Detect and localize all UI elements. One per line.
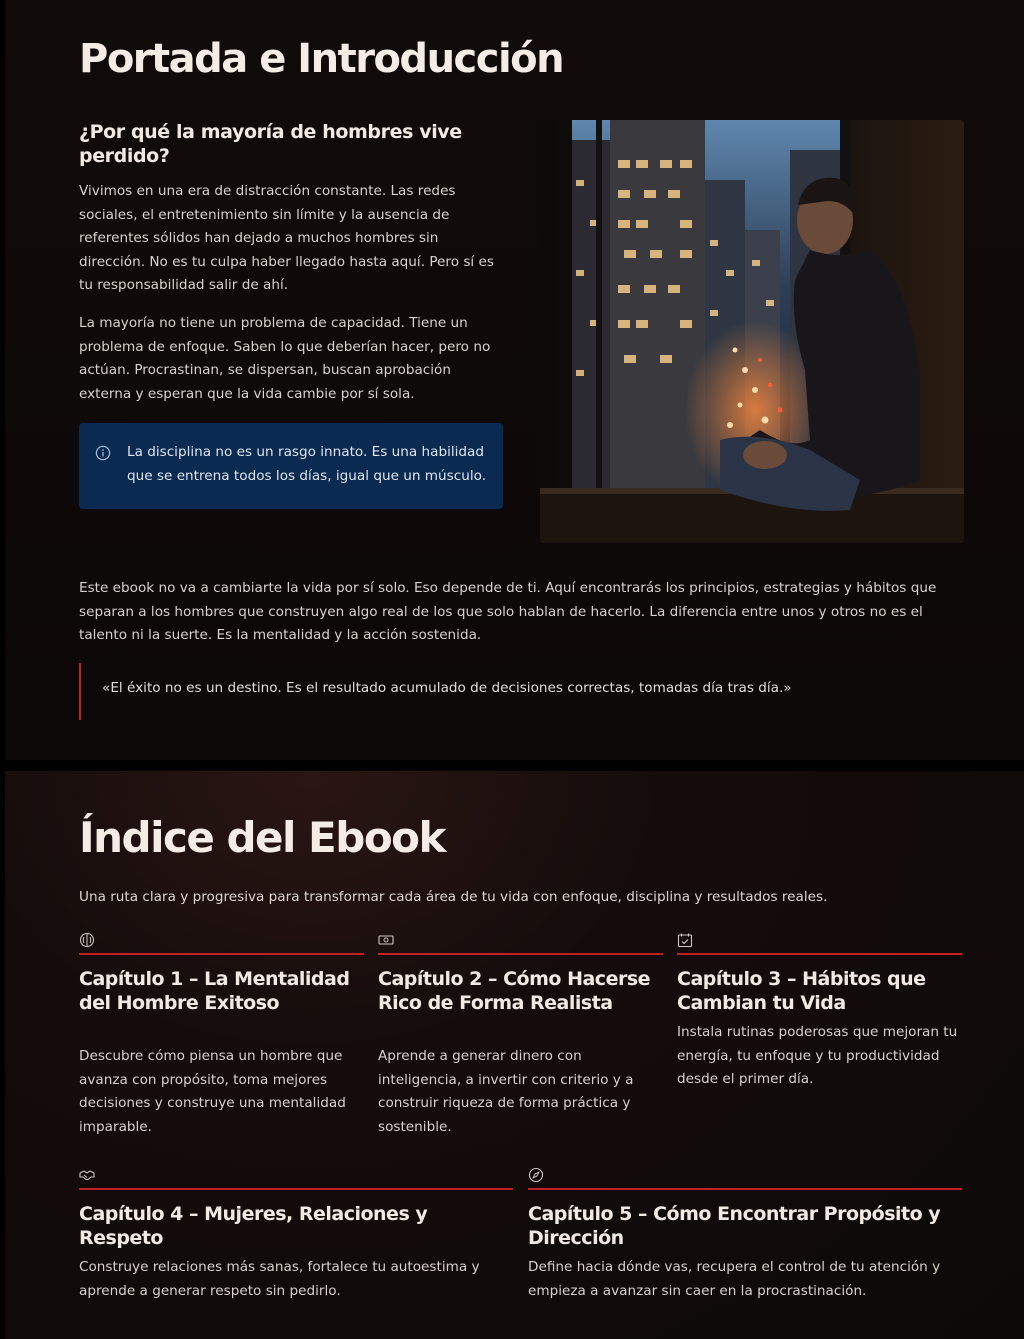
chapter-2-description: Aprende a generar dinero con inteligencia, a invertir con criterio y a construir riqueza de forma práctica y sostenible. [378, 1048, 634, 1135]
handshake-icon [79, 1167, 95, 1183]
intro-paragraph-2: La mayoría no tiene un problema de capacidad. Tiene un problema de enfoque. Saben lo que deberían hacer, pero no actúan. Procrastinan, se dispersan, buscan aprobación externa y esperan que la vida cambie por sí sola. [79, 315, 491, 402]
chapter-2-title: Capítulo 2 – Cómo Hacerse Rico de Forma Realista [378, 968, 651, 1014]
page-title: Portada e Introducción [79, 36, 564, 82]
chapter-4-rule [79, 1188, 513, 1190]
chapter-1-title: Capítulo 1 – La Mentalidad del Hombre Exitoso [79, 968, 350, 1014]
intro-paragraph-1: Vivimos en una era de distracción constante. Las redes sociales, el entretenimiento sin límite y la ausencia de referentes sólidos han dejado a muchos hombres sin dirección. No es tu culpa haber llegado hasta aquí. Pero sí es tu responsabilidad salir de ahí. [79, 183, 494, 293]
chapter-3-rule [677, 953, 962, 955]
chapter-2-rule [378, 953, 663, 955]
chapter-3-description: Instala rutinas poderosas que mejoran tu energía, tu enfoque y tu productividad desde el primer día. [677, 1024, 958, 1087]
chapter-1-rule [79, 953, 364, 955]
chapter-1-description: Descubre cómo piensa un hombre que avanza con propósito, toma mejores decisiones y construye una mentalidad imparable. [79, 1048, 346, 1135]
chapter-3-title: Capítulo 3 – Hábitos que Cambian tu Vida [677, 968, 926, 1014]
man-at-window-photo [540, 120, 964, 543]
index-intro: Una ruta clara y progresiva para transformar cada área de tu vida con enfoque, disciplina y resultados reales. [79, 889, 828, 905]
chapter-4-title: Capítulo 4 – Mujeres, Relaciones y Respeto [79, 1203, 428, 1249]
chapter-5-title: Capítulo 5 – Cómo Encontrar Propósito y Dirección [528, 1203, 941, 1249]
intro-paragraph-3: Este ebook no va a cambiarte la vida por sí solo. Eso depende de ti. Aquí encontrarás los principios, estrategias y hábitos que separan a los hombres que construyen algo real de los que solo hablan de hacerlo. La diferencia entre unos y otros no es el talento ni la suerte. Es la mentalidad y la acción sostenida. [79, 580, 937, 643]
quote-block [79, 663, 959, 720]
chapter-5-description: Define hacia dónde vas, recupera el control de tu atención y empieza a avanzar sin caer en la procrastinación. [528, 1259, 941, 1299]
info-icon [95, 445, 111, 461]
index-slide [5, 771, 1024, 1339]
section-subtitle: ¿Por qué la mayoría de hombres vive perdido? [79, 121, 462, 167]
quote-text: «El éxito no es un destino. Es el resultado acumulado de decisiones correctas, tomadas día tras día.» [102, 680, 792, 696]
callout-text: La disciplina no es un rasgo innato. Es una habilidad que se entrena todos los días, igual que un músculo. [127, 444, 487, 484]
info-callout [79, 423, 503, 509]
chapter-4-description: Construye relaciones más sanas, fortalece tu autoestima y aprende a generar respeto sin pedirlo. [79, 1259, 480, 1299]
index-title: Índice del Ebook [79, 813, 445, 862]
calendar-check-icon [677, 932, 693, 948]
banknote-icon [378, 932, 394, 948]
chapter-5-rule [528, 1188, 962, 1190]
compass-icon [528, 1167, 544, 1183]
brain-icon [79, 932, 95, 948]
intro-slide [5, 0, 1024, 760]
